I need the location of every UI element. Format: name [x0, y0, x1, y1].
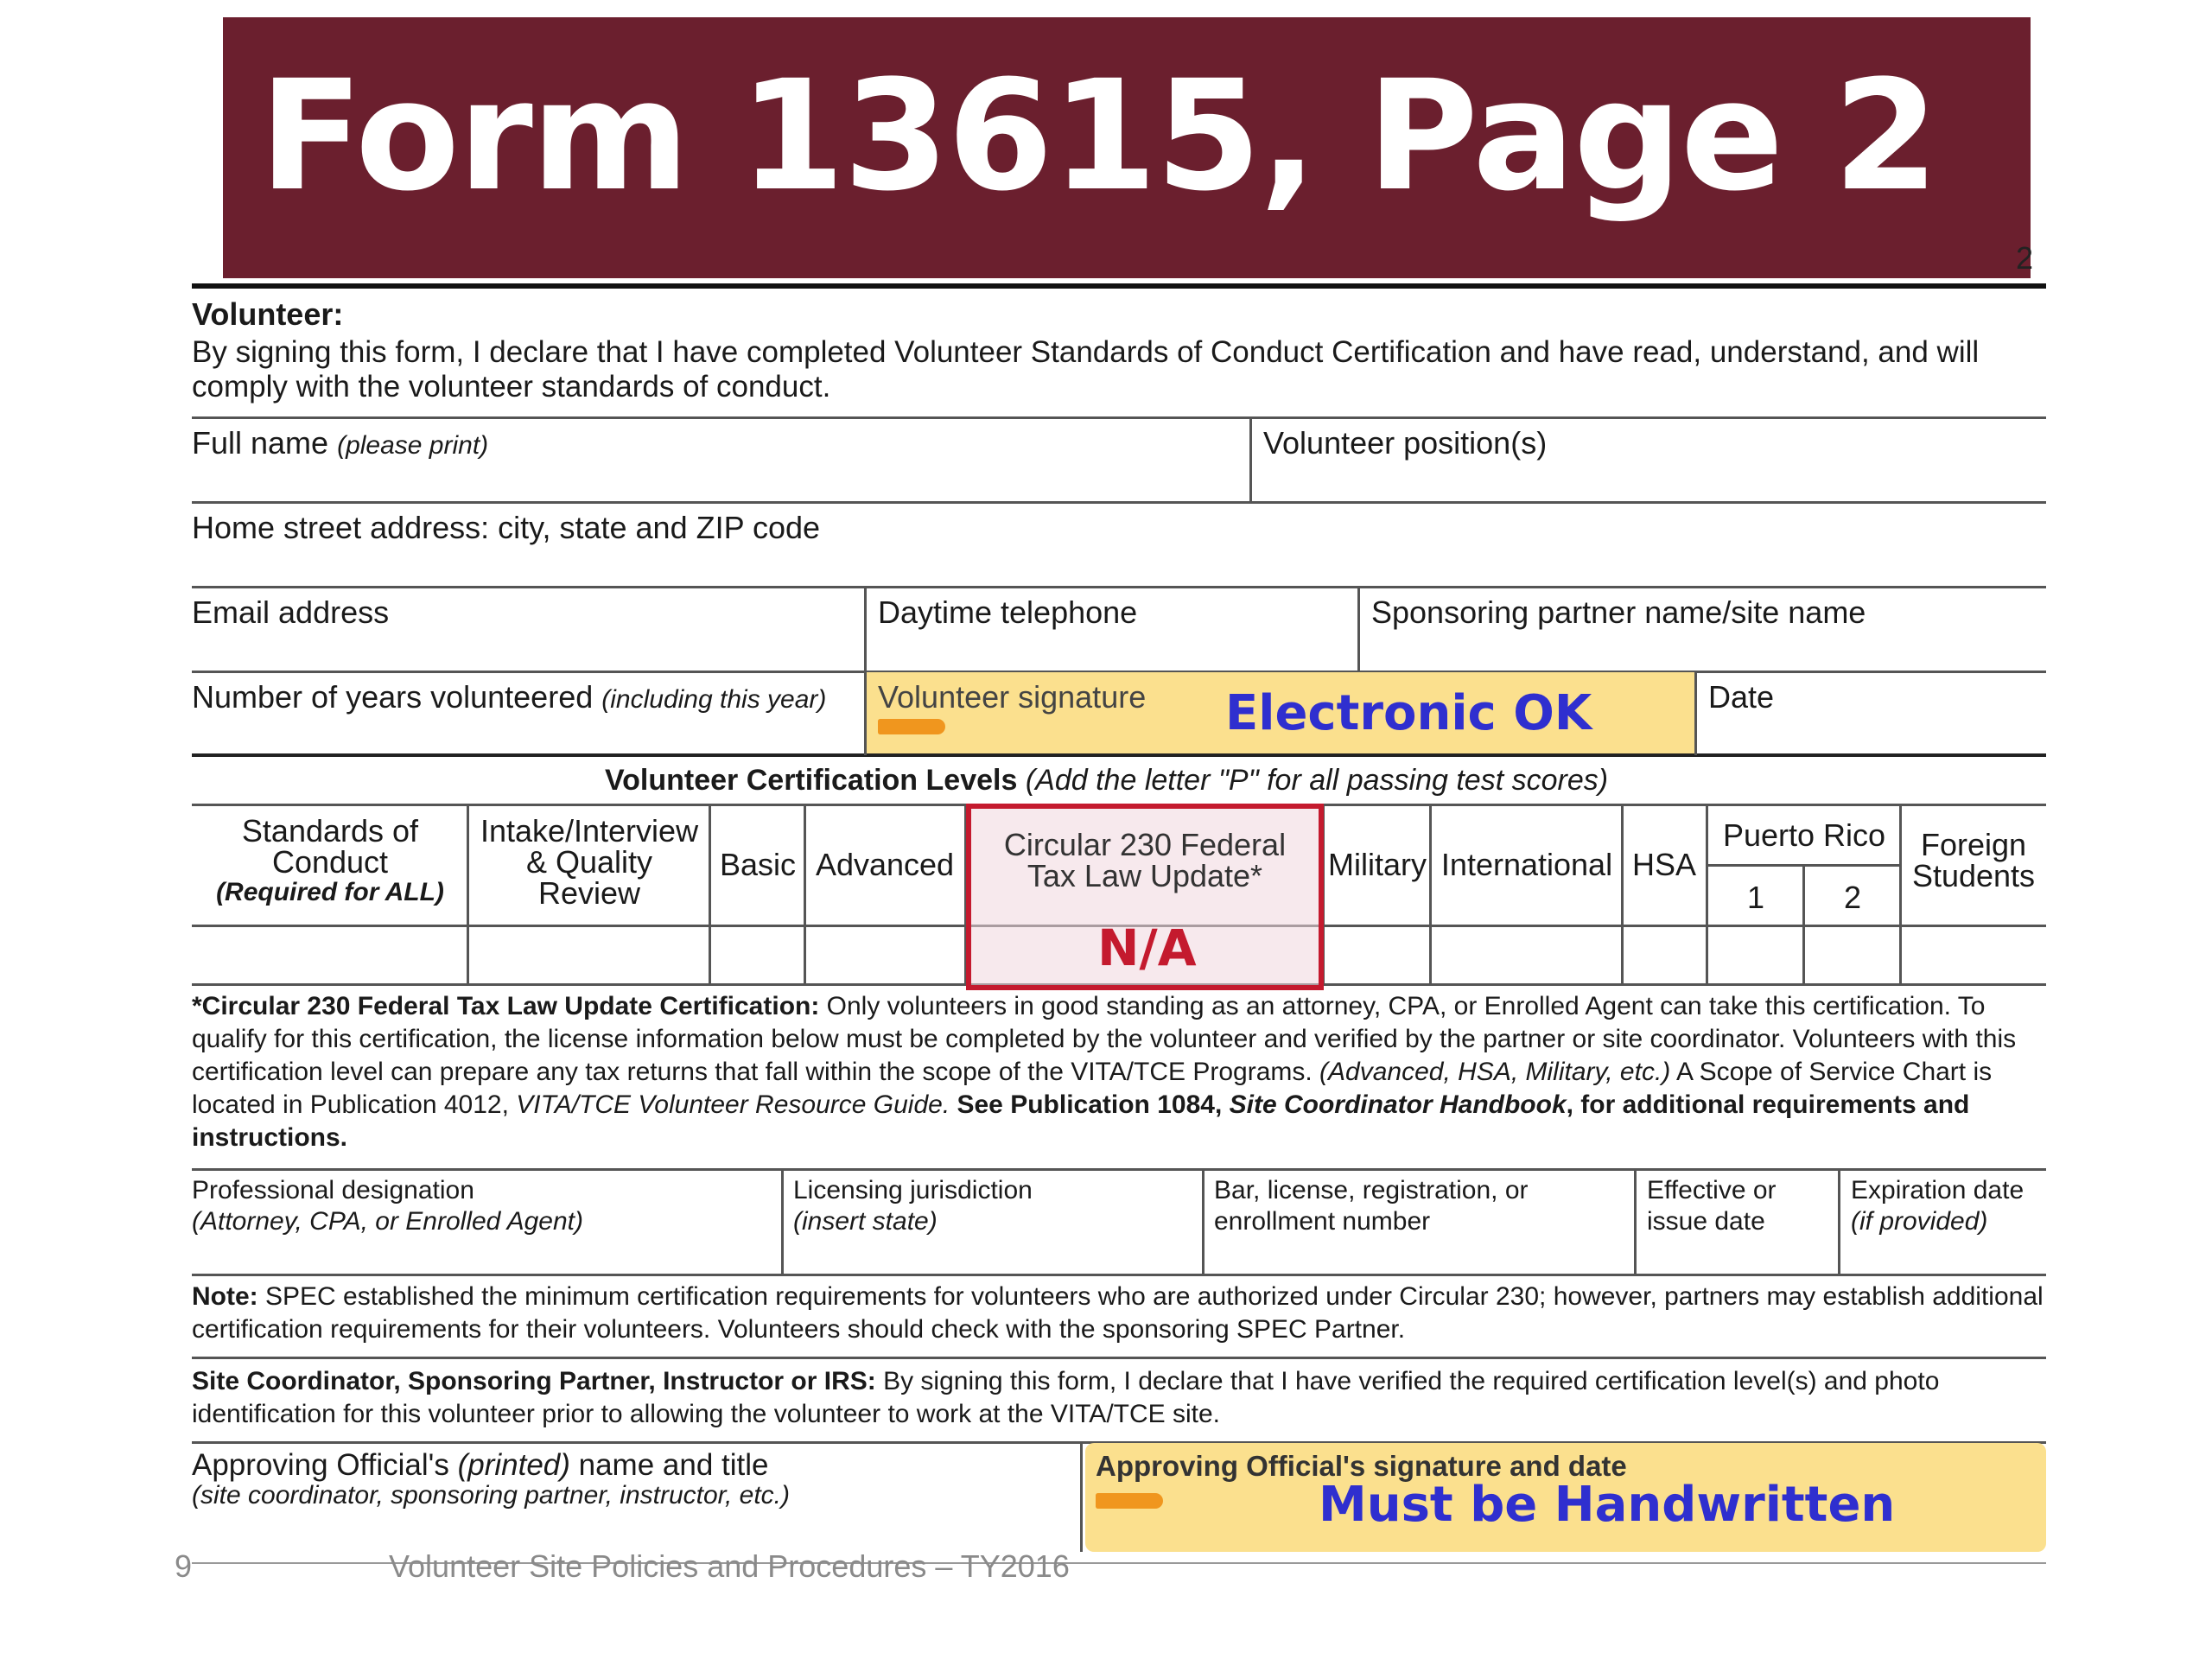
official-label-1: Approving Official's [192, 1448, 458, 1482]
circular-note-italic2: VITA/TCE Volunteer Resource Guide. [516, 1090, 950, 1119]
circular-note-bold2: See Publication 1084, [950, 1090, 1230, 1119]
designation-label: Professional designation [192, 1176, 474, 1205]
col-military: Military [1328, 847, 1427, 882]
col-standards-label: Standards of Conduct [241, 813, 419, 880]
coordinator-lead: Site Coordinator, Sponsoring Partner, Instructor or IRS: [192, 1367, 876, 1395]
jurisdiction-label: Licensing jurisdiction [793, 1176, 1033, 1205]
levels-heading-italic: (Add the letter "P" for all passing test scores) [1025, 764, 1609, 797]
col-hsa: HSA [1631, 847, 1697, 882]
expiration-label: Expiration date [1851, 1176, 2024, 1205]
cell-divider [864, 671, 867, 755]
circular-note-lead: *Circular 230 Federal Tax Law Update Certification: [192, 992, 820, 1020]
cell-divider [864, 586, 867, 671]
col-puerto-rico-2: 2 [1843, 880, 1862, 915]
years-hint: (including this year) [601, 685, 827, 714]
table-col-divider [709, 804, 711, 983]
coordinator-text: By signing this form, I declare that I have verified the required certification level(s) and photo identification for this volunteer prior to allowing the volunteer to work at the VITA/TCE site. [192, 1367, 1940, 1428]
sponsor-field[interactable]: Sponsoring partner name/site name [1371, 594, 1866, 630]
table-col-divider [1621, 804, 1624, 983]
cell-divider [1080, 1441, 1083, 1552]
col-international: International [1440, 847, 1613, 882]
table-col-divider [1802, 864, 1805, 983]
row-divider [192, 501, 2046, 504]
official-label-italic: (printed) [457, 1448, 570, 1482]
col-intake: Intake/Interview & Quality Review [480, 813, 699, 911]
table-col-divider [1899, 804, 1902, 983]
col-basic: Basic [719, 847, 797, 882]
top-rule [192, 283, 2046, 289]
row-divider [192, 753, 2046, 757]
footer-text: Volunteer Site Policies and Procedures – TY2016 [389, 1548, 1070, 1584]
certification-levels-heading [605, 764, 1608, 798]
circular-note-bold3: , for additional requirements and instructions. [192, 1090, 1970, 1152]
home-address-field[interactable]: Home street address: city, state and ZIP code [192, 510, 821, 545]
professional-designation-field[interactable] [192, 1175, 583, 1237]
table-col-divider [1429, 804, 1432, 983]
slide-title: Form 13615, Page 2 [259, 48, 1938, 225]
must-be-handwritten-callout: Must be Handwritten [1319, 1477, 1896, 1533]
cell-divider [781, 1168, 784, 1274]
table-col-divider [1706, 804, 1708, 983]
official-label-2: name and title [569, 1448, 769, 1482]
designation-hint: (Attorney, CPA, or Enrolled Agent) [192, 1207, 583, 1236]
levels-heading-bold: Volunteer Certification Levels [605, 764, 1018, 797]
expiration-date-field[interactable] [1851, 1175, 2024, 1237]
col-circular-230: Circular 230 Federal Tax Law Update* [1003, 827, 1287, 893]
note-text: SPEC established the minimum certification requirements for volunteers who are authorized under Circular 230; however, partners may establish additional certification requirements for their volunteers. Volunteers should check with the sponsoring SPEC Partner. [192, 1282, 2044, 1344]
cell-divider [1634, 1168, 1637, 1274]
full-name-hint: (please print) [337, 431, 489, 460]
row-divider [192, 1168, 2046, 1171]
telephone-field[interactable]: Daytime telephone [878, 594, 1138, 630]
full-name-label: Full name [192, 425, 329, 461]
date-field[interactable]: Date [1708, 679, 1775, 715]
note-lead: Note: [192, 1282, 258, 1311]
table-col-divider [804, 804, 806, 983]
effective-date-field[interactable]: Effective or issue date [1647, 1176, 1777, 1236]
circular-note-italic1: (Advanced, HSA, Military, etc.) [1319, 1058, 1671, 1086]
col-advanced: Advanced [815, 847, 955, 882]
col-puerto-rico: Puerto Rico [1722, 817, 1886, 853]
approving-signature-field[interactable]: Approving Official's signature and date [1096, 1450, 1627, 1482]
volunteer-signature-field[interactable]: Volunteer signature [878, 679, 1147, 715]
email-field[interactable]: Email address [192, 594, 390, 630]
slide-page-number: 9 [175, 1548, 193, 1584]
license-number-field[interactable]: Bar, license, registration, or enrollment number [1214, 1176, 1529, 1236]
row-divider [192, 1357, 2046, 1359]
cell-divider [1838, 1168, 1840, 1274]
form-page-number: 2 [2016, 240, 2034, 276]
position-field[interactable]: Volunteer position(s) [1263, 425, 1548, 461]
spec-note [192, 1281, 2044, 1346]
row-divider [192, 586, 2046, 588]
circular-note-text1: Only volunteers in good standing as an attorney, CPA, or Enrolled Agent can take this certification. To qualify for this certification, the license information below must be completed by the volunteer and verified by the partner or site coordinator. Volunteers with this certification level can prepare any tax returns that fall within the scope of the VITA/TCE Programs. [192, 992, 2017, 1086]
cell-divider [1249, 416, 1252, 501]
sign-here-tag-icon [878, 719, 945, 734]
coordinator-declaration [192, 1365, 2044, 1431]
approving-official-hint: (site coordinator, sponsoring partner, instructor, etc.) [192, 1481, 791, 1510]
electronic-ok-callout: Electronic OK [1225, 685, 1592, 741]
sign-here-tag-icon [1096, 1493, 1163, 1509]
row-divider [192, 1274, 2046, 1276]
cell-divider [1357, 586, 1360, 671]
col-standards-note: (Required for ALL) [216, 878, 444, 906]
circular-230-note [192, 990, 2044, 1154]
cell-divider [1202, 1168, 1205, 1274]
col-standards [195, 813, 465, 908]
na-callout: N/A [1097, 918, 1197, 977]
cell-divider [1694, 671, 1697, 755]
table-col-divider [467, 804, 469, 983]
years-volunteered-field[interactable] [192, 679, 826, 715]
volunteer-declaration: By signing this form, I declare that I have completed Volunteer Standards of Conduct Certification and have read, understand, and will comply with the volunteer standards of conduct. [192, 335, 1980, 404]
full-name-field[interactable] [192, 425, 488, 461]
row-divider [192, 416, 2046, 419]
approving-official-name-field[interactable] [192, 1448, 769, 1483]
volunteer-heading: Volunteer: [192, 296, 344, 332]
col-foreign-students: Foreign Students [1911, 827, 2036, 893]
jurisdiction-hint: (insert state) [793, 1207, 938, 1236]
licensing-jurisdiction-field[interactable] [793, 1175, 1033, 1237]
expiration-hint: (if provided) [1851, 1207, 1988, 1236]
years-label: Number of years volunteered [192, 679, 594, 715]
circular-note-text2: A Scope of Service Chart is located in Publication 4012, [192, 1058, 1993, 1119]
col-puerto-rico-1: 1 [1746, 880, 1765, 915]
circular-note-bold-italic: Site Coordinator Handbook [1229, 1090, 1567, 1119]
